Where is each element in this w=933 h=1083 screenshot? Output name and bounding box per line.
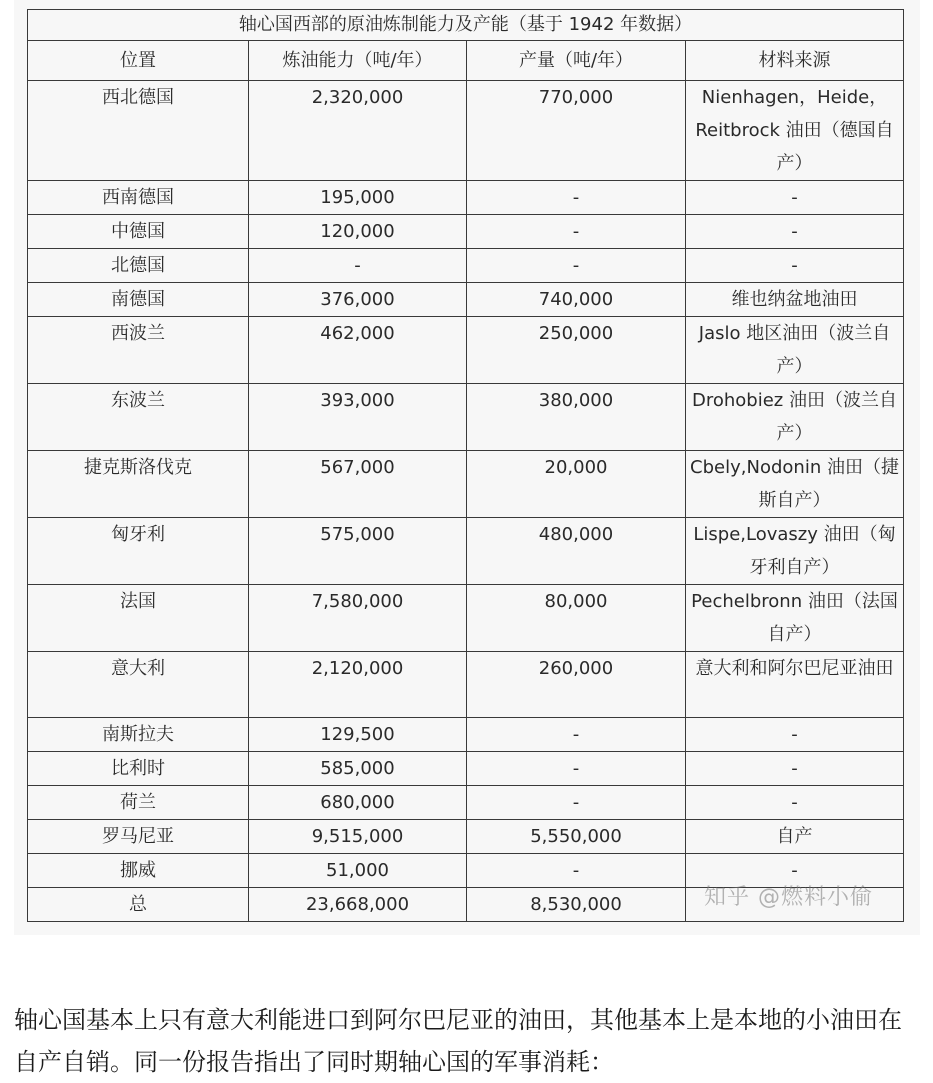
- cell-location: 捷克斯洛伐克: [28, 451, 249, 518]
- cell-source: Cbely,Nodonin 油田（捷斯自产）: [686, 451, 904, 518]
- cell-location: 比利时: [28, 752, 249, 786]
- cell-source: Pechelbronn 油田（法国自产）: [686, 585, 904, 652]
- cell-capacity: 129,500: [249, 718, 467, 752]
- cell-source: -: [686, 215, 904, 249]
- oil-refining-table: [27, 9, 904, 922]
- table-row: [28, 820, 904, 854]
- cell-source: Nienhagen，Heide，Reitbrock 油田（德国自产）: [686, 81, 904, 181]
- header-source: 材料来源: [686, 41, 904, 81]
- cell-source: -: [686, 786, 904, 820]
- cell-source: -: [686, 752, 904, 786]
- cell-location: 荷兰: [28, 786, 249, 820]
- table-row: [28, 451, 904, 518]
- article-paragraph: 轴心国基本上只有意大利能进口到阿尔巴尼亚的油田，其他基本上是本地的小油田在自产自销。同一份报告指出了同时期轴心国的军事消耗：: [14, 1006, 902, 1076]
- cell-output: 8,530,000: [467, 888, 686, 922]
- header-capacity: 炼油能力（吨/年）: [249, 41, 467, 81]
- cell-source: Lispe,Lovaszy 油田（匈牙利自产）: [686, 518, 904, 585]
- cell-output: -: [467, 718, 686, 752]
- cell-source: Drohobiez 油田（波兰自产）: [686, 384, 904, 451]
- cell-capacity: 376,000: [249, 283, 467, 317]
- cell-output: 480,000: [467, 518, 686, 585]
- table-row: [28, 518, 904, 585]
- cell-capacity: 9,515,000: [249, 820, 467, 854]
- cell-capacity: 680,000: [249, 786, 467, 820]
- cell-capacity: 2,120,000: [249, 652, 467, 718]
- cell-location: 罗马尼亚: [28, 820, 249, 854]
- cell-output: 770,000: [467, 81, 686, 181]
- cell-capacity: 23,668,000: [249, 888, 467, 922]
- cell-output: 260,000: [467, 652, 686, 718]
- cell-capacity: 393,000: [249, 384, 467, 451]
- cell-source: 维也纳盆地油田: [686, 283, 904, 317]
- cell-location: 挪威: [28, 854, 249, 888]
- table-row: [28, 652, 904, 718]
- cell-output: 20,000: [467, 451, 686, 518]
- cell-location: 南德国: [28, 283, 249, 317]
- cell-capacity: 2,320,000: [249, 81, 467, 181]
- cell-source: -: [686, 249, 904, 283]
- table-row: [28, 718, 904, 752]
- header-location: 位置: [28, 41, 249, 81]
- cell-output: 80,000: [467, 585, 686, 652]
- cell-output: -: [467, 752, 686, 786]
- cell-location: 西波兰: [28, 317, 249, 384]
- cell-source: -: [686, 181, 904, 215]
- cell-location: 西南德国: [28, 181, 249, 215]
- table-row: [28, 384, 904, 451]
- cell-location: 北德国: [28, 249, 249, 283]
- cell-capacity: 195,000: [249, 181, 467, 215]
- cell-output: 380,000: [467, 384, 686, 451]
- cell-source: -: [686, 854, 904, 888]
- cell-location: 总: [28, 888, 249, 922]
- cell-location: 西北德国: [28, 81, 249, 181]
- table-row: [28, 752, 904, 786]
- table-row: [28, 585, 904, 652]
- cell-location: 东波兰: [28, 384, 249, 451]
- table-row: [28, 317, 904, 384]
- table-row: [28, 249, 904, 283]
- cell-location: 南斯拉夫: [28, 718, 249, 752]
- cell-capacity: -: [249, 249, 467, 283]
- table-title: 轴心国西部的原油炼制能力及产能（基于 1942 年数据）: [28, 10, 904, 41]
- cell-capacity: 575,000: [249, 518, 467, 585]
- cell-output: -: [467, 181, 686, 215]
- cell-source: 意大利和阿尔巴尼亚油田: [686, 652, 904, 718]
- cell-capacity: 51,000: [249, 854, 467, 888]
- cell-source: 自产: [686, 820, 904, 854]
- cell-capacity: 585,000: [249, 752, 467, 786]
- cell-location: 中德国: [28, 215, 249, 249]
- table-row: [28, 181, 904, 215]
- cell-output: -: [467, 249, 686, 283]
- cell-capacity: 462,000: [249, 317, 467, 384]
- cell-capacity: 7,580,000: [249, 585, 467, 652]
- cell-capacity: 120,000: [249, 215, 467, 249]
- cell-source: Jaslo 地区油田（波兰自产）: [686, 317, 904, 384]
- cell-location: 意大利: [28, 652, 249, 718]
- table-row: [28, 81, 904, 181]
- table-row: [28, 786, 904, 820]
- cell-capacity: 567,000: [249, 451, 467, 518]
- table-row: [28, 215, 904, 249]
- cell-output: 5,550,000: [467, 820, 686, 854]
- table-row: [28, 283, 904, 317]
- cell-output: -: [467, 854, 686, 888]
- zhihu-watermark: 知乎 @燃料小偷: [704, 885, 873, 910]
- cell-output: 250,000: [467, 317, 686, 384]
- cell-output: -: [467, 786, 686, 820]
- cell-output: 740,000: [467, 283, 686, 317]
- header-output: 产量（吨/年）: [467, 41, 686, 81]
- cell-location: 匈牙利: [28, 518, 249, 585]
- cell-location: 法国: [28, 585, 249, 652]
- cell-source: -: [686, 718, 904, 752]
- cell-output: -: [467, 215, 686, 249]
